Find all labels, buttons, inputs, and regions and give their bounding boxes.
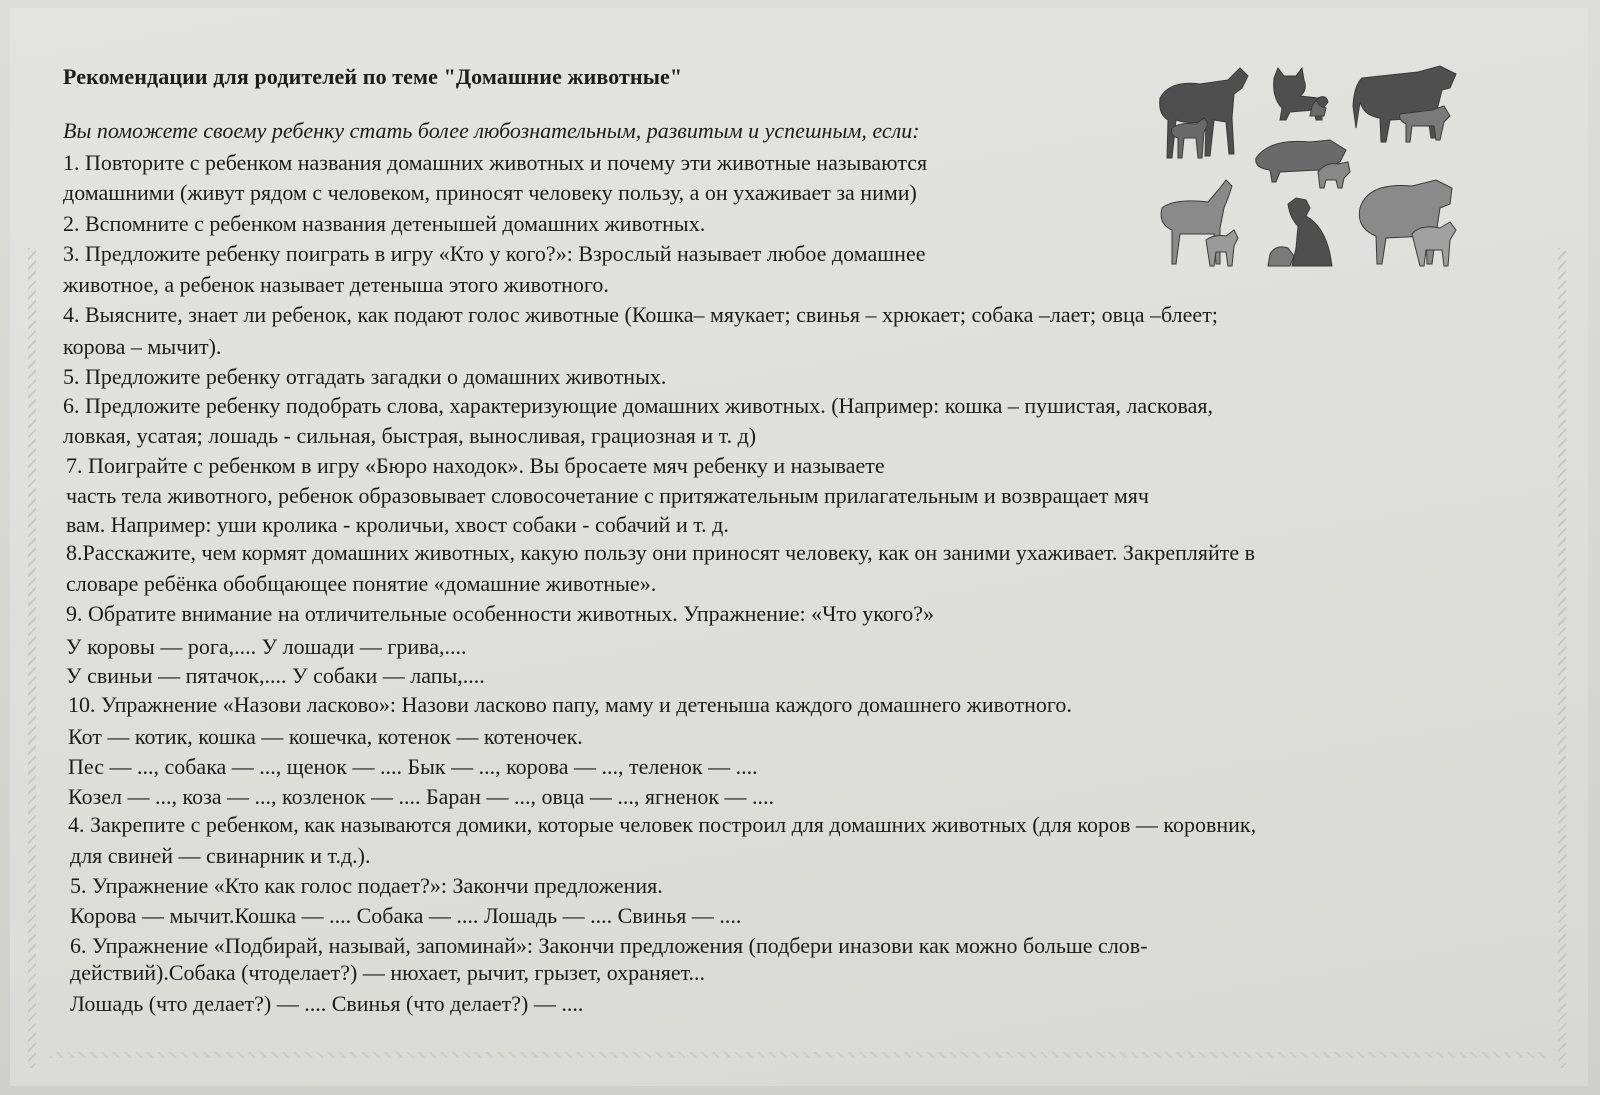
text-line: Корова — мычит.Кошка — .... Собака — .... Лошадь — .... Свинья — ....	[70, 903, 742, 928]
horse-icon	[1160, 68, 1248, 158]
bottom-border-decoration	[50, 1052, 1550, 1058]
goat-icon	[1161, 180, 1238, 266]
text-line: 4. Выясните, знает ли ребенок, как подают голос животные (Кошка– мяукает; свинья – хрюкает; собака –лает; овца –блеет;	[63, 302, 1218, 327]
text-line: Пес — ..., собака — ..., щенок — .... Бык — ..., корова — ..., теленок — ....	[68, 754, 758, 779]
text-line: 7. Поиграйте с ребенком в игру «Бюро находок». Вы бросаете мяч ребенку и называете	[66, 453, 885, 478]
text-line: словаре ребёнка обобщающее понятие «домашние животные».	[66, 571, 657, 596]
text-line: Кот — котик, кошка — кошечка, котенок — котеночек.	[68, 724, 583, 749]
text-line: 8.Расскажите, чем кормят домашних животных, какую пользу они приносят человеку, как он заними ухаживает. Закрепляйте в	[66, 540, 1256, 565]
text-line: 3. Предложите ребенку поиграть в игру «Кто у кого?»: Взрослый называет любое домашнее	[63, 241, 926, 266]
text-line: 1. Повторите с ребенком названия домашних животных и почему эти животные называются	[63, 150, 928, 175]
right-border-decoration	[1558, 248, 1566, 1068]
text-line: 9. Обратите внимание на отличительные особенности животных. Упражнение: «Что укого?»	[66, 601, 935, 626]
text-line: 5. Упражнение «Кто как голос подает?»: Закончи предложения.	[70, 873, 663, 898]
text-line: действий).Собака (чтоделает?) — нюхает, рычит, грызет, охраняет...	[70, 960, 706, 985]
text-line: 6. Предложите ребенку подобрать слова, характеризующие домашних животных. (Например: кошка – пушистая, ласковая,	[63, 393, 1213, 418]
text-line: 10. Упражнение «Назови ласково»: Назови ласково папу, маму и детеныша каждого домашнего животного.	[68, 692, 1072, 717]
text-line: Козел — ..., коза — ..., козленок — .... Баран — ..., овца — ..., ягненок — ....	[68, 784, 775, 809]
text-line: животное, а ребенок называет детеныша этого животного.	[63, 272, 609, 297]
text-line: Лошадь (что делает?) — .... Свинья (что делает?) — ....	[70, 991, 584, 1016]
sheep-icon	[1359, 180, 1456, 266]
cow-icon	[1353, 66, 1456, 142]
text-line: 5. Предложите ребенку отгадать загадки о домашних животных.	[63, 364, 667, 389]
text-line: 2. Вспомните с ребенком названия детенышей домашних животных.	[63, 211, 706, 236]
left-border-decoration	[28, 248, 36, 1068]
text-line: домашними (живут рядом с человеком, приносят человеку пользу, а он ухаживает за ними)	[63, 180, 917, 205]
text-line: 4. Закрепите с ребенком, как называются домики, которые человек построил для домашних животных (для коров — коровник,	[68, 812, 1257, 837]
text-line: вам. Например: уши кролика - кроличьи, хвост собаки - собачий и т. д.	[66, 512, 729, 537]
text-line: часть тела животного, ребенок образовывает словосочетание с притяжательным прилагательным и возвращает мяч	[66, 483, 1149, 508]
text-line: для свиней — свинарник и т.д.).	[70, 843, 371, 868]
pig-icon	[1256, 140, 1350, 188]
document-title: Рекомендации для родителей по теме "Домашние животные"	[63, 64, 683, 89]
text-line: У свиньи — пятачок,.... У собаки — лапы,....	[66, 663, 485, 688]
text-line: ловкая, усатая; лошадь - сильная, быстрая, выносливая, грациозная и т. д)	[63, 423, 757, 448]
farm-animals-illustration	[1150, 58, 1470, 278]
cat-icon	[1274, 68, 1328, 120]
text-line: корова – мычит).	[63, 334, 222, 359]
dog-icon	[1268, 198, 1332, 266]
text-line: У коровы — рога,.... У лошади — грива,....	[66, 634, 467, 659]
document-intro: Вы поможете своему ребенку стать более любознательным, развитым и успешным, если:	[63, 118, 920, 143]
text-line: 6. Упражнение «Подбирай, называй, запоминай»: Закончи предложения (подбери иназови как можно больше слов-	[70, 933, 1148, 958]
